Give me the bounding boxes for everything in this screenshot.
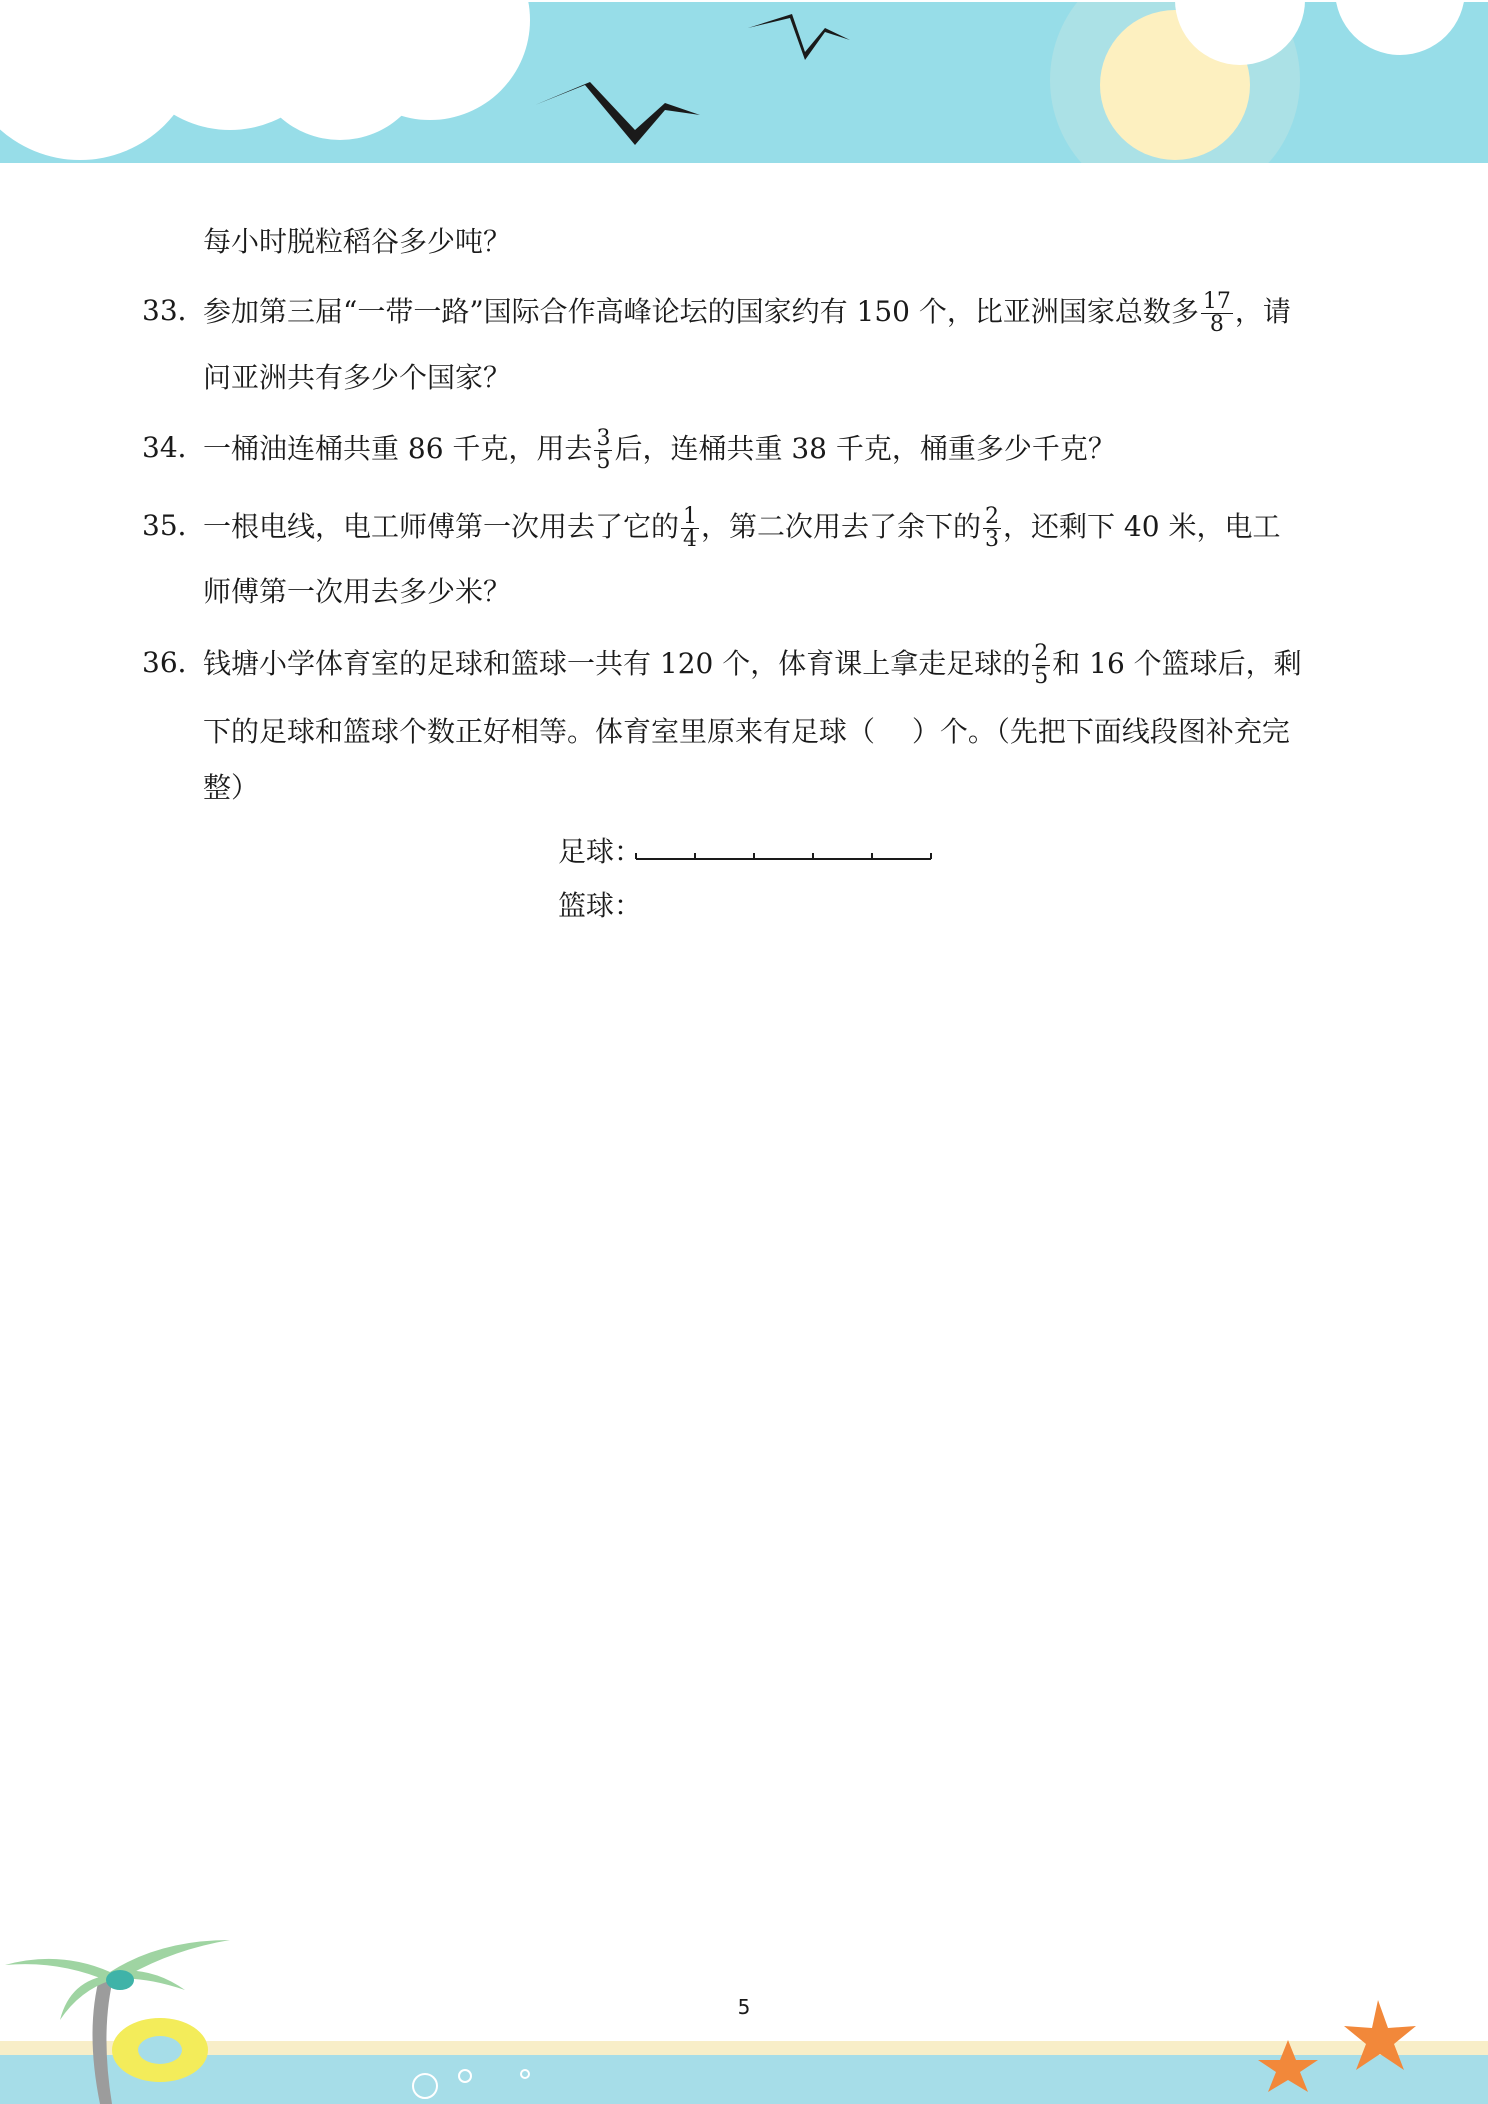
fraction: $\frac{3}{5}$ [596,426,611,474]
page-number: 5 [737,1995,751,2019]
header-sky-banner [0,0,1488,168]
question-33-line-2: 问亚洲共有多少个国家？ [203,361,512,394]
question-34-line-1: 一桶油连桶共重 86 千克，用去 $\frac{3}{5}$ 后，连桶共重 38 千克，桶重多少千克？ [203,426,1116,474]
fraction: $\frac{1}{4}$ [683,504,698,552]
footer-beach-banner [0,1920,1488,2104]
question-36-line-2: 下的足球和篮球个数正好相等。体育室里原来有足球（ ）个。（先把下面线段图补充完 [203,715,1290,748]
question-33-line-1: 参加第三届“一带一路”国际合作高峰论坛的国家约有 150 个，比亚洲国家总数多 $\frac{17}{8}$ ，请 [203,289,1291,337]
continuation-text: 每小时脱粒稻谷多少吨？ [203,225,512,258]
question-36-line-1: 钱塘小学体育室的足球和篮球一共有 120 个，体育课上拿走足球的 $\frac{2}{5}$ 和 16 个篮球后，剩 [203,641,1302,689]
question-35-line-1: 一根电线，电工师傅第一次用去了它的 $\frac{1}{4}$ ，第二次用去了余下的 $\frac{2}{3}$ ，还剩下 40 米，电工 [203,504,1281,552]
question-36-number: 36． [142,646,206,679]
fraction: $\frac{2}{3}$ [985,504,1000,552]
question-36-line-3: 整） [203,771,260,804]
football-label: 足球： [558,835,643,868]
football-line-segment [635,845,935,865]
question-34-number: 34． [142,431,206,464]
basketball-label: 篮球： [558,889,643,922]
question-35-number: 35． [142,509,206,542]
question-35-line-2: 师傅第一次用去多少米？ [203,575,512,608]
fraction: $\frac{2}{5}$ [1034,641,1049,689]
fraction: $\frac{17}{8}$ [1202,289,1231,337]
question-33-number: 33． [142,294,206,327]
